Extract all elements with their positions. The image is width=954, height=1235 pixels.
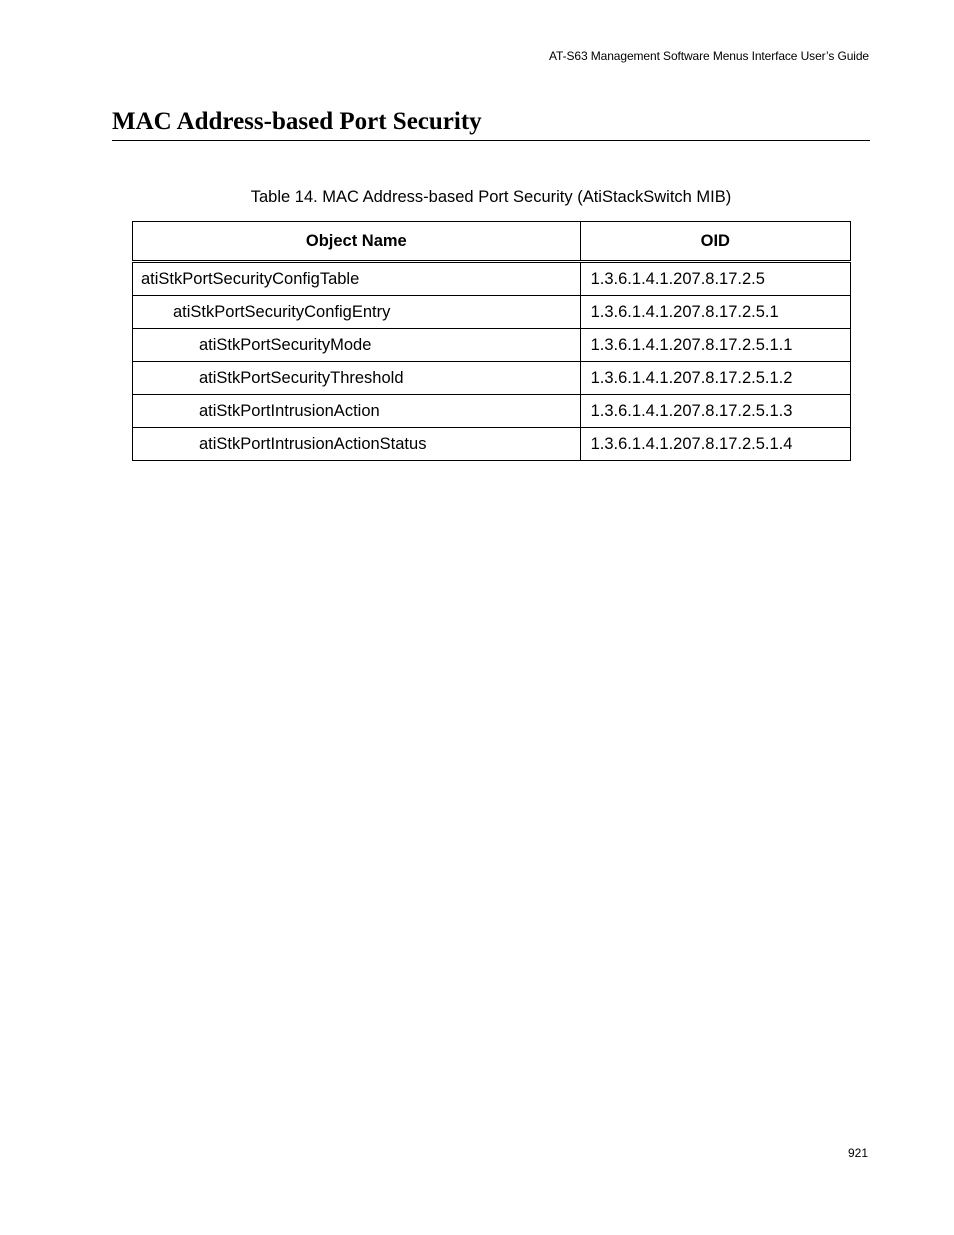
column-header-oid: OID (580, 222, 850, 262)
table-row (133, 428, 851, 461)
table-row (133, 296, 851, 329)
object-name-cell: atiStkPortSecurityConfigEntry (133, 296, 581, 329)
oid-cell: 1.3.6.1.4.1.207.8.17.2.5.1.4 (580, 428, 850, 461)
table-row (133, 262, 851, 296)
oid-cell: 1.3.6.1.4.1.207.8.17.2.5.1.2 (580, 362, 850, 395)
table-row (133, 395, 851, 428)
title-rule (112, 140, 870, 141)
object-name-cell: atiStkPortIntrusionActionStatus (133, 428, 581, 461)
running-header: AT-S63 Management Software Menus Interface User’s Guide (549, 49, 869, 63)
object-name-cell: atiStkPortSecurityMode (133, 329, 581, 362)
column-header-object-name: Object Name (133, 222, 581, 262)
table-row (133, 329, 851, 362)
oid-cell: 1.3.6.1.4.1.207.8.17.2.5 (580, 262, 850, 296)
table-caption: Table 14. MAC Address-based Port Security (AtiStackSwitch MIB) (250, 188, 732, 206)
oid-cell: 1.3.6.1.4.1.207.8.17.2.5.1.3 (580, 395, 850, 428)
object-name-cell: atiStkPortIntrusionAction (133, 395, 581, 428)
object-name-cell: atiStkPortSecurityThreshold (133, 362, 581, 395)
table-row (133, 362, 851, 395)
oid-table (132, 221, 851, 461)
oid-cell: 1.3.6.1.4.1.207.8.17.2.5.1 (580, 296, 850, 329)
page-number: 921 (847, 1146, 868, 1160)
object-name-cell: atiStkPortSecurityConfigTable (133, 262, 581, 296)
section-title: MAC Address-based Port Security (112, 108, 482, 135)
table-header-row (133, 222, 851, 262)
oid-cell: 1.3.6.1.4.1.207.8.17.2.5.1.1 (580, 329, 850, 362)
